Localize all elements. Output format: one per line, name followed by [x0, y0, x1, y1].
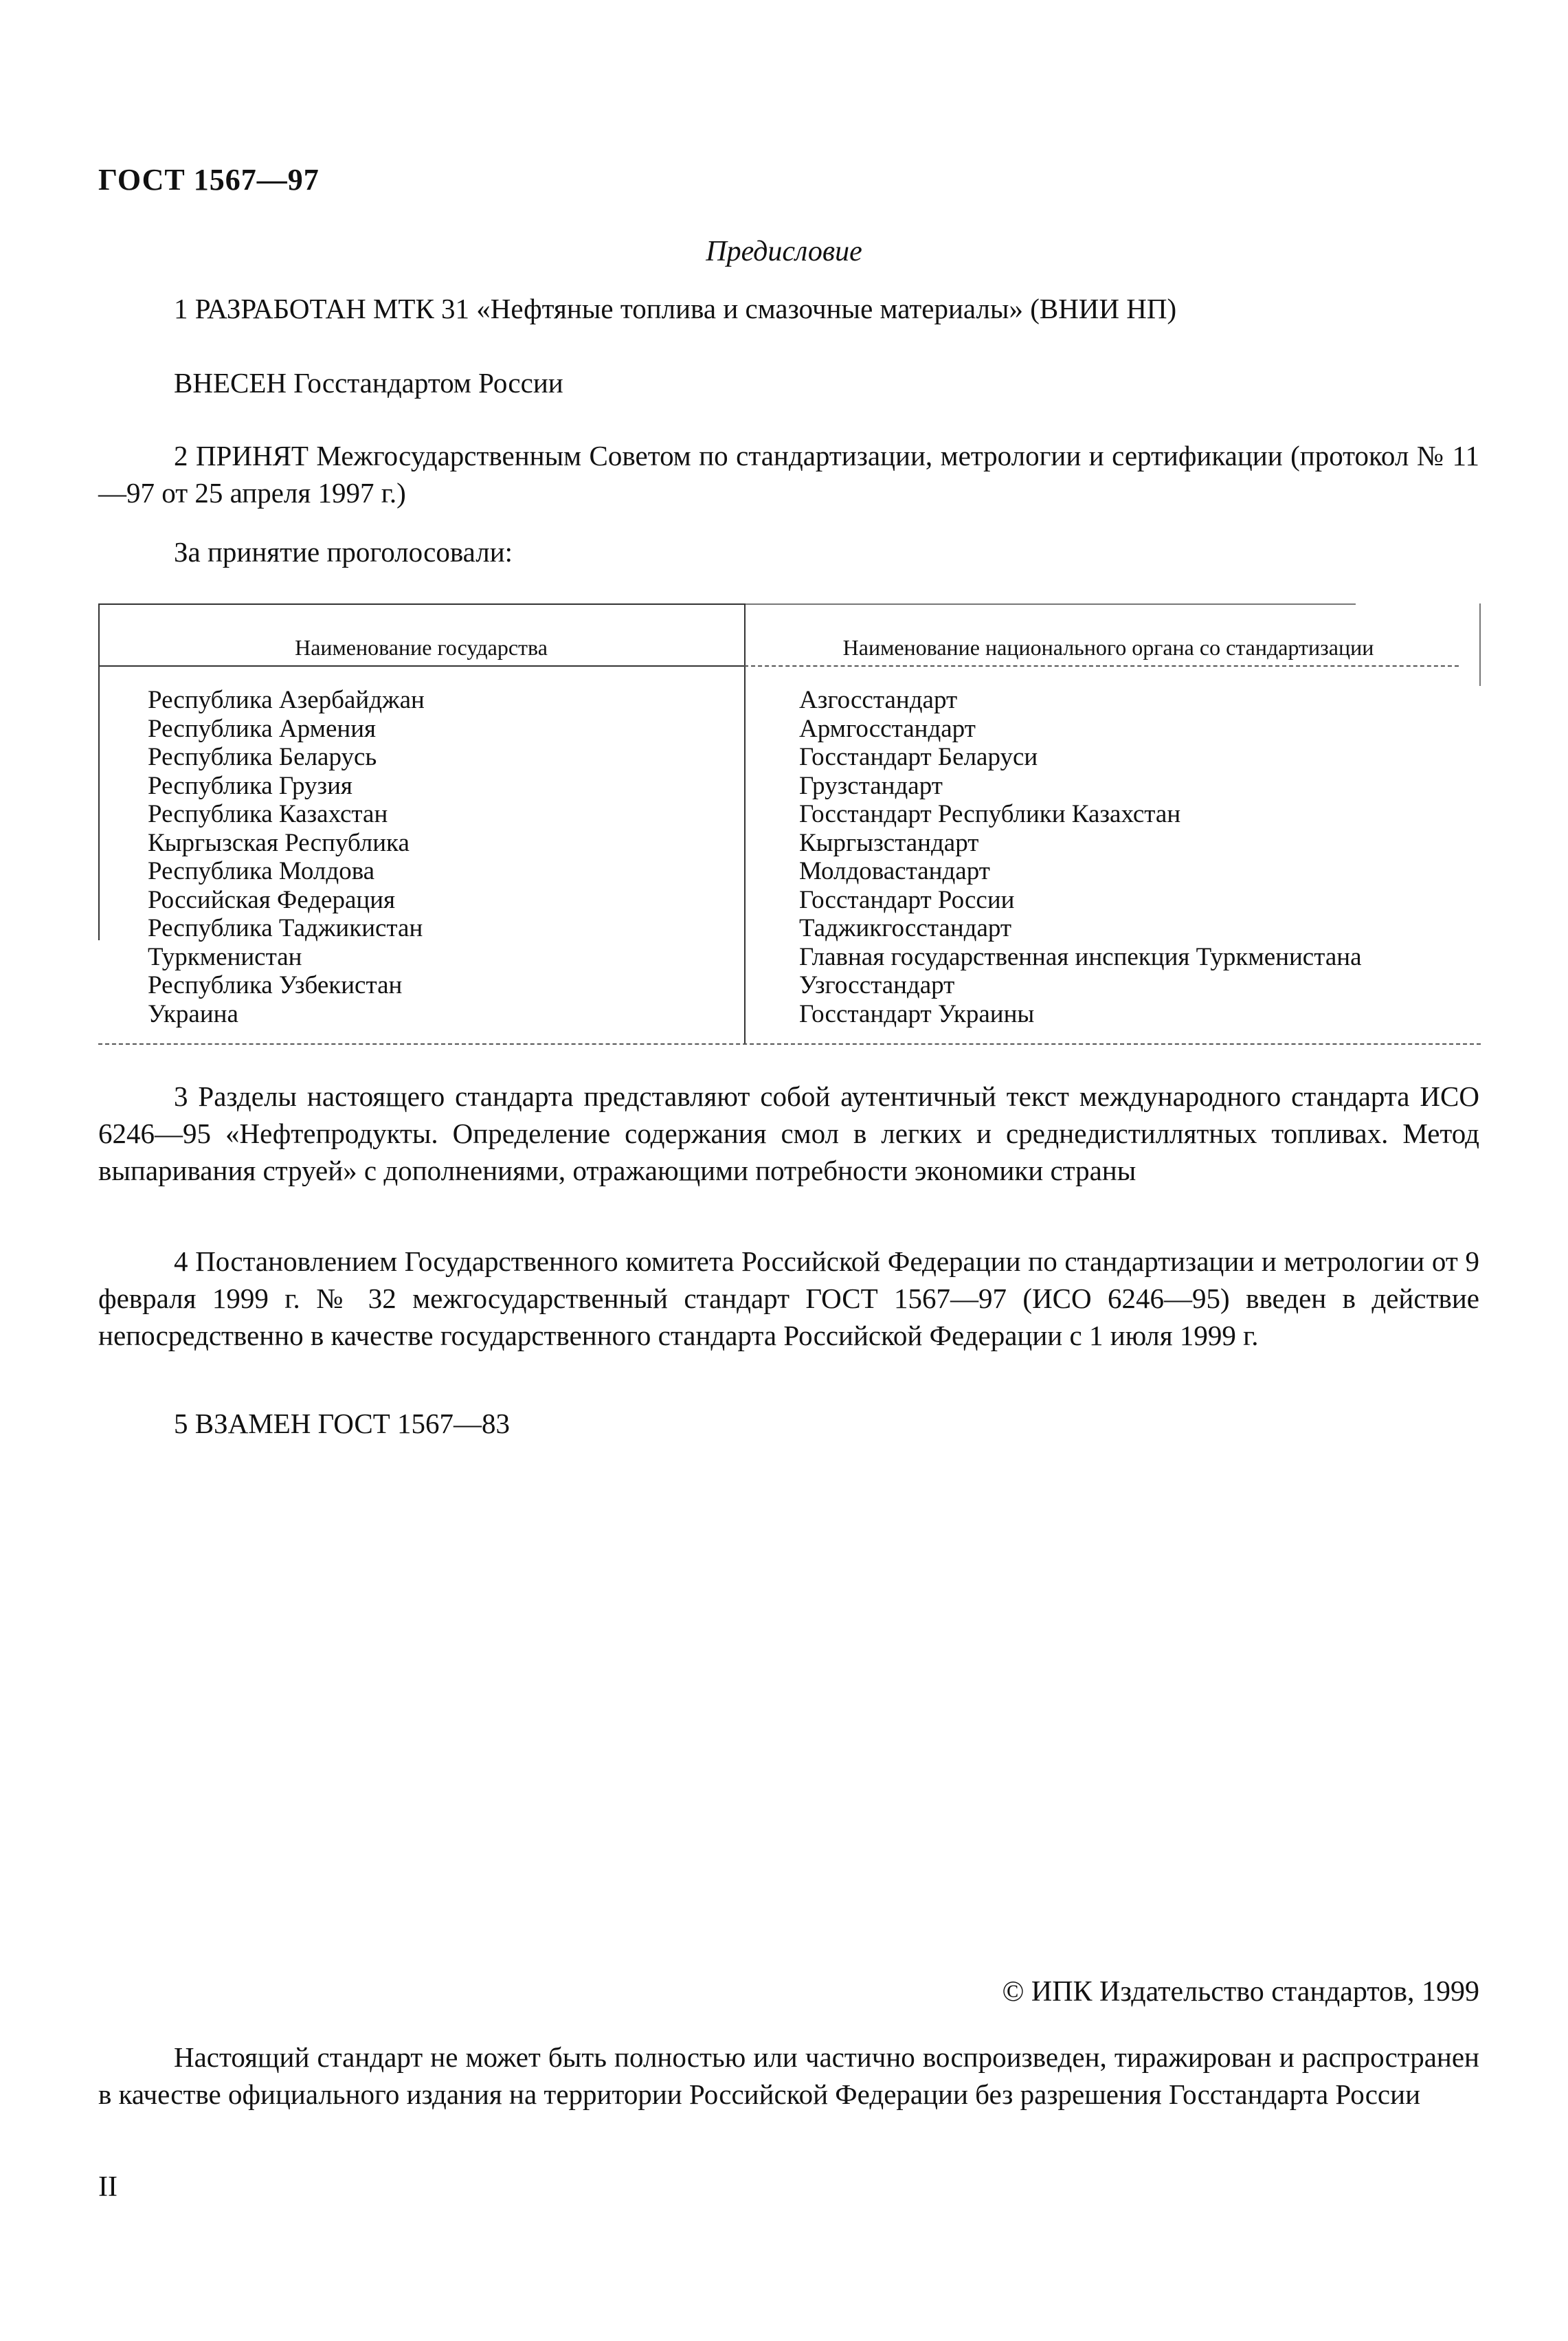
table-header-state: Наименование государства — [295, 635, 548, 660]
vote-intro: За принятие проголосовали: — [174, 536, 513, 568]
table-cell-body: Молдовастандарт — [799, 857, 990, 885]
item-3-sections: 3 Разделы настоящего стандарта представляют собой аутентичный текст международного стандарта ИСО 6246—95 «Нефтепродукты. Определение содержания смол в легких и среднедистиллятных топливах. Метод выпаривания струей» с дополнениями, отражающими потребности экономики страны — [98, 1080, 1479, 1186]
body-column — [799, 686, 1362, 1028]
reproduction-notice: Настоящий стандарт не может быть полностью или частично воспроизведен, тиражирован и распространен в качестве официального издания на территории Российской Федерации без разрешения Госстандарта России — [98, 2041, 1479, 2110]
table-cell-body: Узгосстандарт — [799, 971, 955, 999]
table-cell-body: Грузстандарт — [799, 771, 943, 800]
copyright: © ИПК Издательство стандартов, 1999 — [1002, 1976, 1479, 2008]
item-5-replaces: 5 ВЗАМЕН ГОСТ 1567—83 — [174, 1408, 511, 1439]
table-column-divider — [744, 603, 746, 1043]
table-right-border — [1479, 603, 1481, 686]
table-cell-state: Украина — [148, 999, 238, 1028]
table-header-border — [98, 665, 744, 667]
table-cell-body: Госстандарт Республики Казахстан — [799, 800, 1181, 828]
table-cell-state: Республика Казахстан — [148, 800, 388, 828]
state-column — [148, 686, 425, 1028]
table-cell-body: Кыргызстандарт — [799, 828, 979, 857]
preface-title: Предисловие — [706, 236, 862, 267]
table-cell-body: Таджикгосстандарт — [799, 914, 1012, 942]
table-cell-state: Республика Беларусь — [148, 743, 377, 771]
table-cell-state: Республика Таджикистан — [148, 914, 423, 942]
table-cell-body: Госстандарт Беларуси — [799, 743, 1038, 771]
table-top-border-right — [744, 603, 1356, 605]
item-2-adopted: 2 ПРИНЯТ Межгосударственным Советом по стандартизации, метрологии и сертификации (протокол № 11—97 от 25 апреля 1997 г.) — [98, 440, 1479, 509]
table-cell-body: Госстандарт Украины — [799, 999, 1035, 1028]
table-cell-body: Главная государственная инспекция Туркменистана — [799, 942, 1362, 971]
page-number: II — [98, 2171, 117, 2203]
voting-table — [98, 603, 1481, 1043]
table-bottom-border — [98, 1043, 1481, 1045]
table-cell-state: Республика Молдова — [148, 857, 375, 885]
table-top-border — [98, 603, 744, 605]
table-cell-state: Республика Азербайджан — [148, 686, 425, 714]
table-cell-body: Армгосстандарт — [799, 714, 976, 743]
document-code: ГОСТ 1567—97 — [98, 163, 320, 197]
table-cell-state: Туркменистан — [148, 942, 302, 971]
table-header-body: Наименование национального органа со стандартизации — [842, 635, 1374, 660]
table-cell-state: Республика Узбекистан — [148, 971, 403, 999]
table-header-border-right — [744, 665, 1459, 667]
table-cell-state: Российская Федерация — [148, 885, 396, 914]
item-1-introduced: ВНЕСЕН Госстандартом России — [174, 367, 563, 399]
table-cell-state: Кыргызская Республика — [148, 828, 410, 857]
item-4-resolution: 4 Постановлением Государственного комитета Российской Федерации по стандартизации и метрологии от 9 февраля 1999 г. № 32 межгосударственный стандарт ГОСТ 1567—97 (ИСО 6246—95) введен в действие непосредственно в качестве государственного стандарта Российской Федерации с 1 июля 1999 г. — [98, 1245, 1479, 1351]
table-cell-state: Республика Армения — [148, 714, 377, 743]
table-cell-body: Азгосстандарт — [799, 686, 958, 714]
table-cell-state: Республика Грузия — [148, 771, 352, 800]
item-1-developed: 1 РАЗРАБОТАН МТК 31 «Нефтяные топлива и смазочные материалы» (ВНИИ НП) — [174, 293, 1177, 324]
table-cell-body: Госстандарт России — [799, 885, 1015, 914]
